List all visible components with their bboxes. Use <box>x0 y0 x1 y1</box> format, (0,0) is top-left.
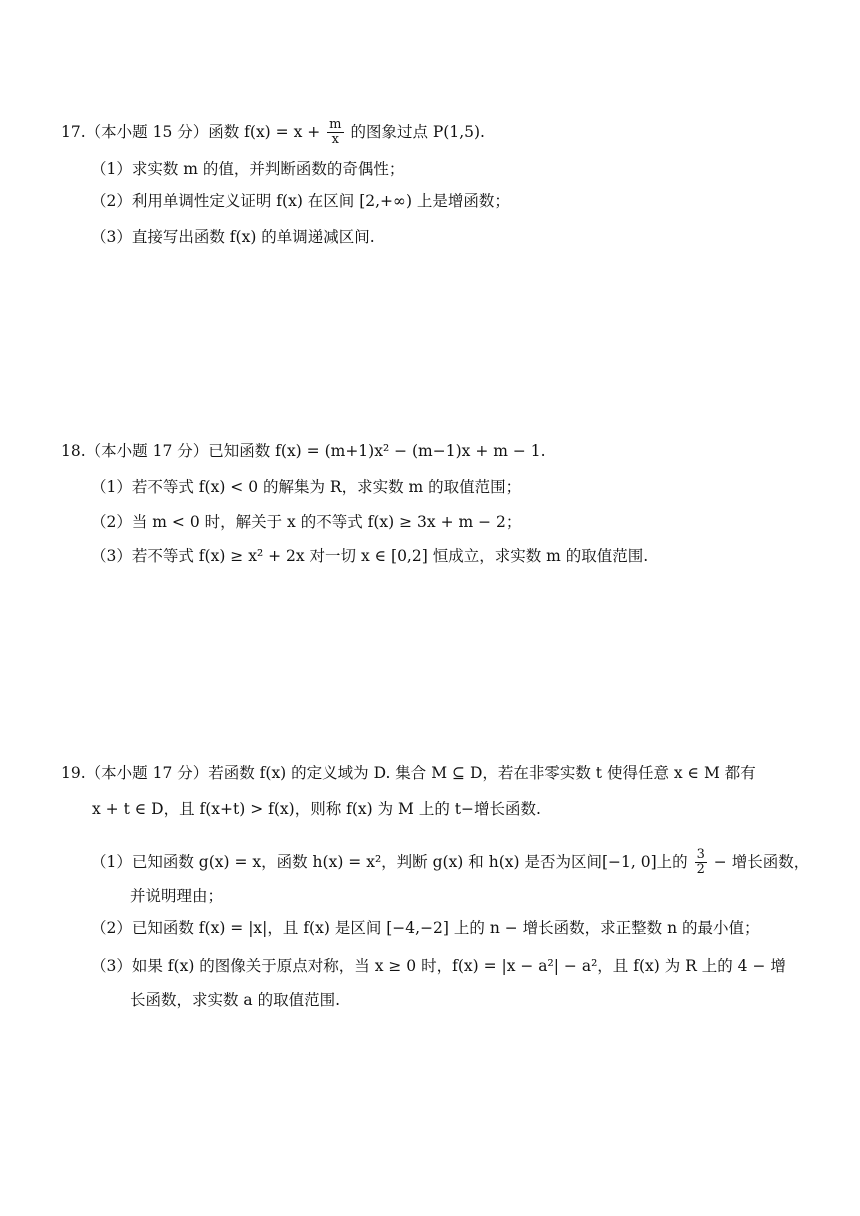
fraction-3-over-2 <box>695 848 707 877</box>
problem-17-heading-pre: 17.（本小题 15 分）函数 f(x) = x + <box>61 122 321 141</box>
problem-19-part-1-continued: 并说明理由； <box>130 887 224 905</box>
problem-19-part-3-line-1: （3）如果 f(x) 的图像关于原点对称，当 x ≥ 0 时，f(x) = |x − a²| − a²，且 f(x) 为 R 上的 4 − 增 <box>91 957 786 975</box>
fraction-denominator: x <box>331 132 339 147</box>
problem-17-part-3: （3）直接写出函数 f(x) 的单调递减区间. <box>91 228 375 246</box>
problem-19-part-1-pre: （1）已知函数 g(x) = x，函数 h(x) = x²，判断 g(x) 和 h(x) 是否为区间[−1, 0]上的 <box>91 852 688 871</box>
problem-18-part-2: （2）当 m < 0 时，解关于 x 的不等式 f(x) ≥ 3x + m − 2； <box>91 513 522 531</box>
fraction-numerator: 3 <box>696 847 705 862</box>
problem-17-heading <box>61 118 485 147</box>
problem-17-part-2: （2）利用单调性定义证明 f(x) 在区间 [2,+∞) 上是增函数； <box>91 192 510 210</box>
problem-17-heading-post: 的图象过点 P(1,5). <box>350 122 485 141</box>
fraction-denominator: 2 <box>696 862 705 877</box>
problem-19-part-1 <box>91 848 809 877</box>
problem-19-part-1-post: − 增长函数， <box>713 852 810 871</box>
problem-18-heading: 18.（本小题 17 分）已知函数 f(x) = (m+1)x² − (m−1)x + m − 1. <box>61 442 546 460</box>
problem-18-part-1: （1）若不等式 f(x) < 0 的解集为 R，求实数 m 的取值范围； <box>91 478 522 496</box>
problem-19-heading-line-2: x + t ∈ D，且 f(x+t) > f(x)，则称 f(x) 为 M 上的 t−增长函数. <box>92 800 541 818</box>
problem-18-part-3: （3）若不等式 f(x) ≥ x² + 2x 对一切 x ∈ [0,2] 恒成立，求实数 m 的取值范围. <box>91 547 649 565</box>
problem-17-part-1: （1）求实数 m 的值，并判断函数的奇偶性； <box>91 160 405 178</box>
fraction-m-over-x <box>327 118 343 147</box>
problem-19-part-3-line-2: 长函数，求实数 a 的取值范围. <box>130 991 341 1009</box>
problem-19-heading-line-1: 19.（本小题 17 分）若函数 f(x) 的定义域为 D. 集合 M ⊆ D，若在非零实数 t 使得任意 x ∈ M 都有 <box>61 764 756 782</box>
fraction-numerator: m <box>329 117 342 132</box>
problem-19-part-2: （2）已知函数 f(x) = |x|，且 f(x) 是区间 [−4,−2] 上的 n − 增长函数，求正整数 n 的最小值； <box>91 919 760 937</box>
